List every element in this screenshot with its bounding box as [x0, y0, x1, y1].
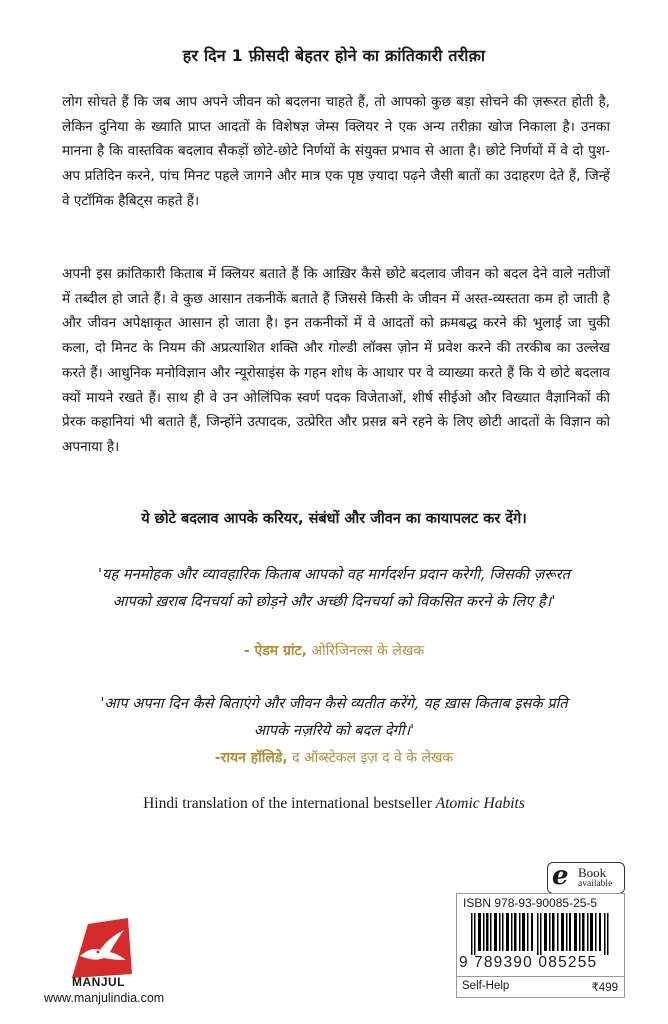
description-paragraph-1: लोग सोचते हैं कि जब आप अपने जीवन को बदलना चाहते हैं, तो आपको कुछ बड़ा सोचने की ज़रूरत होती है, लेकिन दुनिया के ख्याति प्राप्त आदतों के विशेषज्ञ जेम्स क्लियर ने एक अन्य तरीक़ा खोज निकाला है। उनका मानना है कि वास्तविक बदलाव सैकड़ों छोटे-छोटे निर्णयों के संयुक्त प्रभाव से आता है। छोटे निर्णयों में वे दो पुश-अप प्रतिदिन करने, पांच मिनट पहले जागने और मात्र एक पृष्ठ ज़्यादा पढ़ने जैसी बातों का उदाहरण देते हैं, जिन्हें वे एटॉमिक हैबिट्स कहते हैं।	[62, 94, 610, 209]
testimonial-quote-2: 'आप अपना दिन कैसे बिताएंगे और जीवन कैसे व्यतीत करेंगे, यह ख़ास किताब इसके प्रति आपके नज़रिये को बदल देगी।'	[100, 695, 568, 739]
testimonial-author-1: - ऐडम ग्रांट,	[243, 643, 307, 659]
publisher-website: www.manjulindia.com	[44, 991, 165, 1005]
price-label: ₹499	[591, 982, 618, 994]
publisher-logo-icon	[70, 916, 134, 980]
testimonial-attribution-1	[0, 641, 668, 660]
ebook-e-icon: e	[552, 861, 569, 891]
back-cover-headline: हर दिन 1 फ़ीसदी बेहतर होने का क्रांतिकारी तरीक़ा	[182, 46, 486, 65]
original-title: Atomic Habits	[435, 795, 525, 812]
tagline: ये छोटे बदलाव आपके करियर, संबंधों और जीवन का कायापलट कर देंगे।	[141, 511, 527, 527]
category-price-row	[457, 976, 624, 998]
isbn-label: ISBN 978-93-90085-25-5	[463, 896, 598, 910]
testimonial-author-2: -रायन हॉलिडे,	[214, 750, 288, 766]
testimonial-quote-1: 'यह मनमोहक और व्यावहारिक किताब आपको वह मार्गदर्शन प्रदान करेगी, जिसकी ज़रूरत आपको ख़राब दिनचर्या को छोड़ने और अच्छी दिनचर्या को विकसित करने के लिए है।'	[98, 566, 570, 610]
barcode-rest-digits: 789390 085255	[474, 954, 598, 971]
testimonial-attribution-2	[0, 748, 668, 767]
testimonial-role-1: ओरिजिनल्स के लेखक	[306, 643, 425, 659]
translation-note	[0, 795, 668, 813]
category-label: Self-Help	[462, 980, 510, 992]
translation-prefix: Hindi translation of the international bestseller	[143, 795, 436, 812]
description-paragraph-2: अपनी इस क्रांतिकारी किताब में क्लियर बताते हैं कि आख़िर कैसे छोटे बदलाव जीवन को बदल देने वाले नतीजों में तब्दील हो जाते हैं। वे कुछ आसान तकनीकें बताते हैं जिससे किसी के जीवन में अस्त-व्यस्तता कम हो जाती है और जीवन अपेक्षाकृत आसान हो जाता है। इन तकनीकों में वे आदतों को क्रमबद्ध करने की भुलाई जा चुकी कला, दो मिनट के नियम की अप्रत्याशित शक्ति और गोल्डी लॉक्स ज़ोन में प्रवेश करने की तरकीब का उल्लेख करते हैं। आधुनिक मनोविज्ञान और न्यूरोसाइंस के गहन शोध के आधार पर वे व्याख्या करते हैं कि ये छोटे बदलाव क्यों मायने रखते हैं। साथ ही वे उन ओलिंपिक स्वर्ण पदक विजेताओं, शीर्ष सीईओ और विख्यात वैज्ञानिकों की प्रेरक कहानियां भी बताते हैं, जिन्होंने उत्पादक, उत्प्रेरित और प्रसन्न बने रहने के लिए छोटी आदतों के विज्ञान को अपनाया है।	[62, 266, 610, 455]
barcode-box	[456, 893, 625, 998]
barcode-icon	[471, 913, 611, 955]
ebook-badge	[547, 862, 625, 894]
ebook-word: Book	[578, 865, 607, 880]
barcode-first-digit: 9	[459, 954, 469, 971]
testimonial-role-2: द ऑब्स्टेकल इज़ द वे के लेखक	[287, 750, 454, 766]
publisher-name: MANJUL	[72, 975, 125, 989]
ebook-available: available	[578, 879, 613, 889]
